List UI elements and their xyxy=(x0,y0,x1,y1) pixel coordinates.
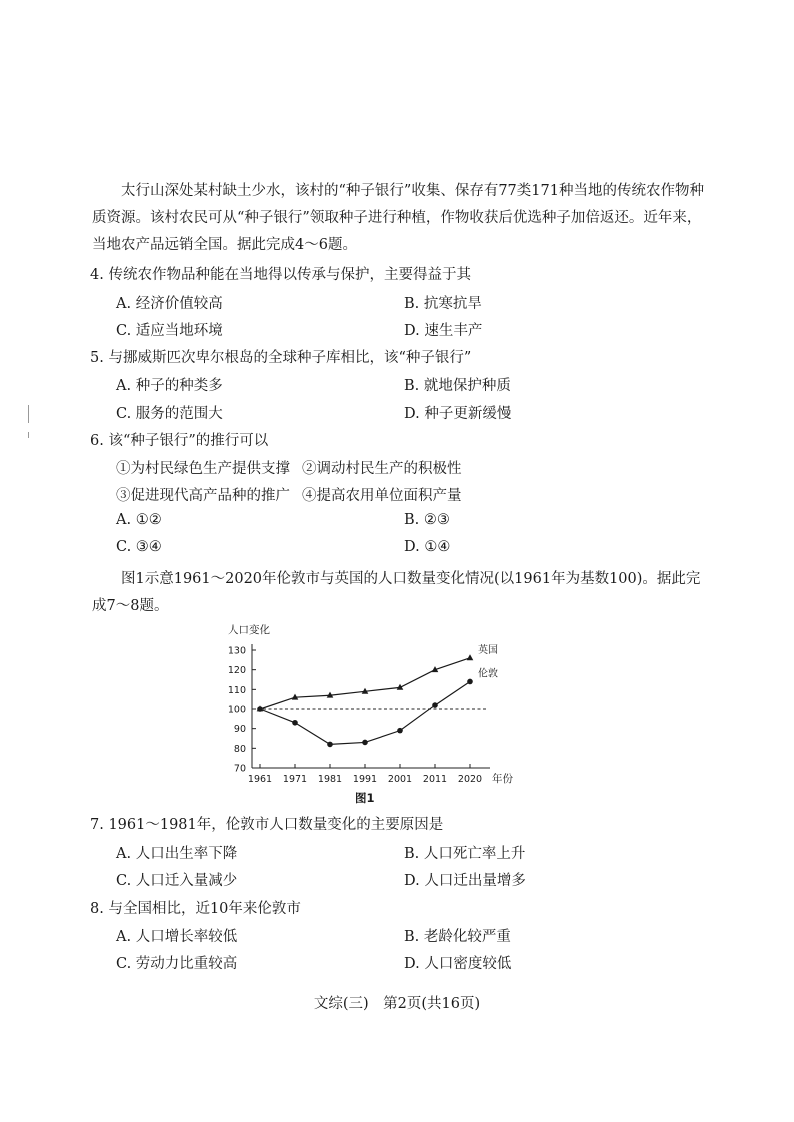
population-change-chart xyxy=(210,618,530,808)
intro-passage-1: 太行山深处某村缺土少水，该村的“种子银行”收集、保存有77类171种当地的传统农作物种质资源。该村农民可从“种子银行”领取种子进行种植，作物收获后优选种子加倍返还。近年来，当地农产品远销全国。据此完成4～6题。 xyxy=(92,183,704,253)
chart-x-tick-label: 1961 xyxy=(247,774,273,785)
question-4-stem: 4. 传统农作物品种能在当地得以传承与保护，主要得益于其 xyxy=(90,267,471,283)
page-footer: 文综(三) 第2页(共16页) xyxy=(313,996,481,1012)
chart-y-tick-label: 80 xyxy=(233,743,246,755)
question-7-option-d: D. 人口迁出量增多 xyxy=(404,873,526,889)
chart-series-label: 英国 xyxy=(478,644,498,656)
question-6-option-d: D. ①④ xyxy=(404,539,451,555)
question-4-option-d: D. 速生丰产 xyxy=(404,323,483,339)
chart-x-tick-label: 2020 xyxy=(457,774,483,785)
question-8-option-d: D. 人口密度较低 xyxy=(404,956,512,972)
question-5-option-d: D. 种子更新缓慢 xyxy=(404,406,512,422)
chart-x-tick-label: 1991 xyxy=(352,774,378,785)
chart-point xyxy=(467,679,473,685)
question-4-option-c: C. 适应当地环境 xyxy=(116,323,223,339)
question-5-stem: 5. 与挪威斯匹次卑尔根岛的全球种子库相比，该“种子银行” xyxy=(90,350,472,366)
question-5-option-c: C. 服务的范围大 xyxy=(116,406,223,422)
chart-point xyxy=(292,720,298,726)
chart-y-tick-label: 110 xyxy=(227,684,246,696)
chart-x-tick-label: 2011 xyxy=(422,774,448,785)
question-4-option-b: B. 抗寒抗旱 xyxy=(404,296,482,312)
question-7-stem: 7. 1961～1981年，伦敦市人口数量变化的主要原因是 xyxy=(90,817,444,833)
chart-point xyxy=(467,654,474,660)
chart-y-tick-label: 130 xyxy=(227,645,246,657)
question-6-stem: 6. 该“种子银行”的推行可以 xyxy=(90,433,269,449)
margin-mark xyxy=(28,405,29,423)
chart-point xyxy=(432,702,438,708)
chart-y-tick-label: 100 xyxy=(227,704,246,716)
question-8-option-c: C. 劳动力比重较高 xyxy=(116,956,238,972)
chart-x-tick-label: 2001 xyxy=(387,774,413,785)
question-5-option-b: B. 就地保护种质 xyxy=(404,378,511,394)
margin-mark xyxy=(28,432,29,438)
question-6-statement-2: ②调动村民生产的积极性 xyxy=(302,461,462,477)
question-8-option-a: A. 人口增长率较低 xyxy=(116,929,238,945)
question-7-option-a: A. 人口出生率下降 xyxy=(116,846,238,862)
chart-point xyxy=(327,742,333,748)
intro-passage-2: 图1示意1961～2020年伦敦市与英国的人口数量变化情况(以1961年为基数100)。据此完成7～8题。 xyxy=(92,571,701,614)
chart-series-line xyxy=(260,658,470,709)
chart-x-tick-label: 1971 xyxy=(282,774,308,785)
question-6-statement-1: ①为村民绿色生产提供支撑 xyxy=(116,461,290,477)
chart-y-tick-label: 120 xyxy=(227,665,246,677)
chart-y-tick-label: 90 xyxy=(233,724,246,736)
chart-caption: 图1 xyxy=(355,791,375,805)
question-7-option-c: C. 人口迁入量减少 xyxy=(116,873,238,889)
question-4-option-a: A. 经济价值较高 xyxy=(116,296,223,312)
chart-x-tick-label: 1981 xyxy=(317,774,343,785)
chart-x-axis-label: 年份 xyxy=(492,773,513,785)
question-5-option-a: A. 种子的种类多 xyxy=(116,378,223,394)
chart-y-tick-label: 70 xyxy=(233,763,246,775)
question-6-statement-4: ④提高农用单位面积产量 xyxy=(302,488,462,504)
chart-point xyxy=(397,728,403,734)
chart-y-axis-label: 人口变化 xyxy=(228,624,270,636)
question-6-option-b: B. ②③ xyxy=(404,512,450,528)
chart-point xyxy=(257,706,263,712)
question-8-stem: 8. 与全国相比，近10年来伦敦市 xyxy=(90,901,301,917)
chart-point xyxy=(362,740,368,746)
chart-series-label: 伦敦 xyxy=(478,668,498,680)
question-6-option-c: C. ③④ xyxy=(116,539,162,555)
question-8-option-b: B. 老龄化较严重 xyxy=(404,929,511,945)
question-6-option-a: A. ①② xyxy=(116,512,162,528)
question-6-statement-3: ③促进现代高产品种的推广 xyxy=(116,488,290,504)
question-7-option-b: B. 人口死亡率上升 xyxy=(404,846,526,862)
